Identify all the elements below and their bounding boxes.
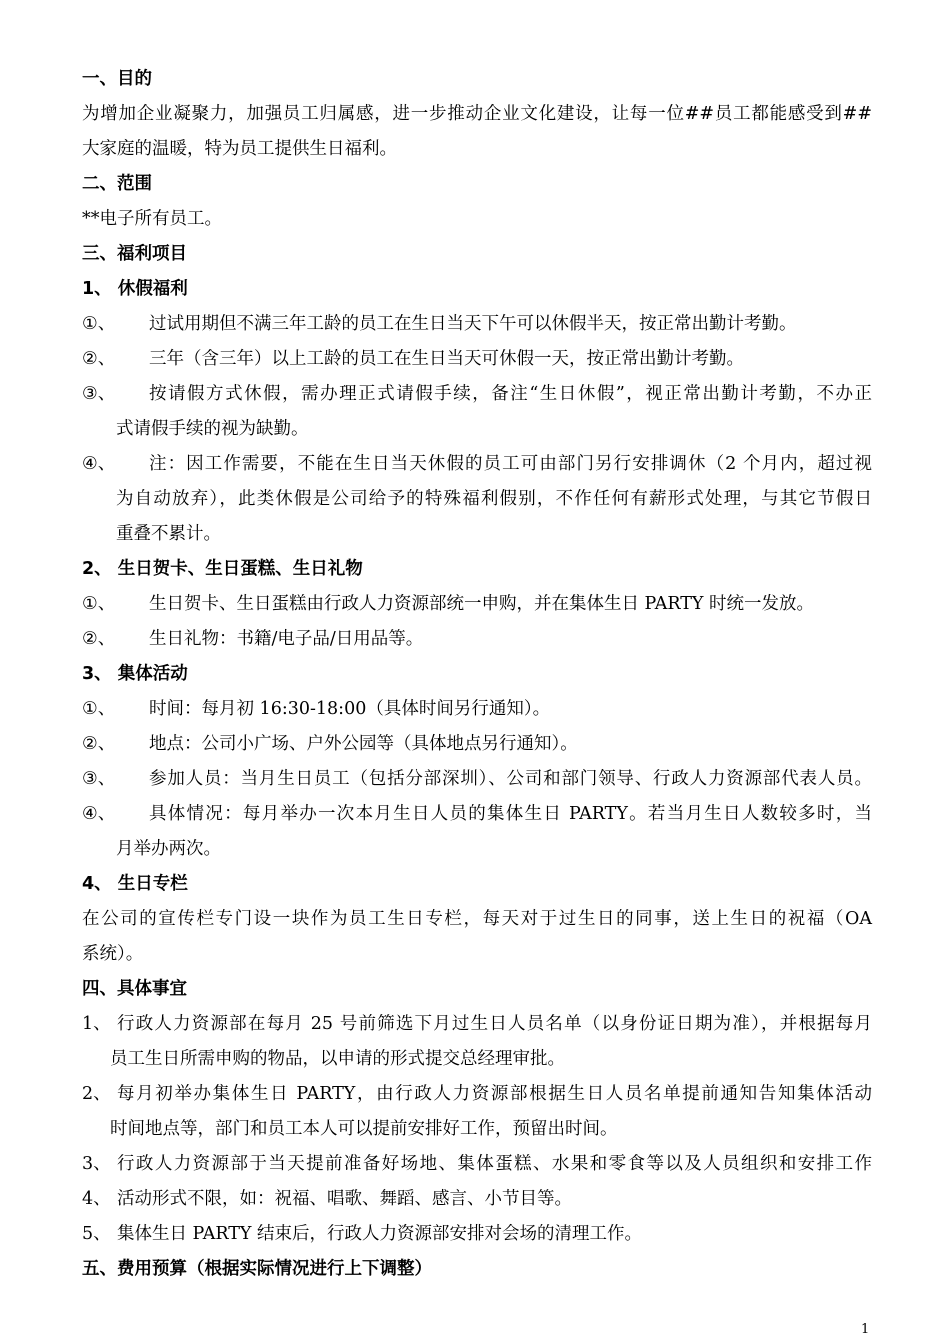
list-item-text: 注：因工作需要，不能在生日当天休假的员工可由部门另行安排调休（2 个月内，超过视 bbox=[149, 454, 872, 474]
list-number: 2、 bbox=[82, 1084, 111, 1104]
list-item-continuation: 时间地点等，部门和员工本人可以提前安排好工作，预留出时间。 bbox=[110, 1119, 618, 1139]
list-item bbox=[82, 762, 872, 797]
list-item bbox=[82, 622, 872, 657]
list-marker: ①、 bbox=[82, 594, 116, 614]
list-item-continuation: 月举办两次。 bbox=[116, 839, 221, 859]
list-number: 5、 bbox=[82, 1224, 111, 1244]
list-item-text: 每月初举办集体生日 PARTY，由行政人力资源部根据生日人员名单提前通知告知集体活动 bbox=[117, 1084, 872, 1104]
list-marker: ②、 bbox=[82, 629, 116, 649]
section-heading-details: 四、具体事宜 bbox=[82, 979, 187, 999]
list-marker: ③、 bbox=[82, 384, 116, 404]
list-item-text: 参加人员：当月生日员工（包括分部深圳）、公司和部门领导、行政人力资源部代表人员。 bbox=[149, 769, 872, 789]
subsection-heading-column: 4、 生日专栏 bbox=[82, 874, 188, 894]
subsection-heading-activity: 3、 集体活动 bbox=[82, 664, 188, 684]
document-page bbox=[82, 62, 872, 1287]
list-item bbox=[82, 1182, 872, 1217]
list-item-continuation: 为自动放弃），此类休假是公司给予的特殊福利假别，不作任何有薪形式处理，与其它节假日 bbox=[116, 489, 872, 509]
list-item bbox=[82, 587, 872, 622]
list-item bbox=[82, 307, 872, 342]
list-number: 3、 bbox=[82, 1154, 111, 1174]
list-item bbox=[82, 1147, 872, 1182]
list-item bbox=[82, 797, 872, 832]
list-marker: ②、 bbox=[82, 349, 116, 369]
list-item-continuation: 员工生日所需申购的物品，以申请的形式提交总经理审批。 bbox=[110, 1049, 565, 1069]
list-item-text: 按请假方式休假，需办理正式请假手续，备注“生日休假”，视正常出勤计考勤，不办正 bbox=[149, 384, 872, 404]
paragraph-line: **电子所有员工。 bbox=[82, 209, 222, 229]
list-marker: ④、 bbox=[82, 454, 116, 474]
list-item-text: 生日礼物：书籍/电子品/日用品等。 bbox=[149, 629, 424, 649]
list-number: 1、 bbox=[82, 1014, 111, 1034]
list-marker: ①、 bbox=[82, 314, 116, 334]
section-heading-benefits: 三、福利项目 bbox=[82, 244, 187, 264]
paragraph-line: 为增加企业凝聚力，加强员工归属感，进一步推动企业文化建设，让每一位##员工都能感受到## bbox=[82, 104, 872, 124]
list-item bbox=[82, 447, 872, 482]
page-number: 1 bbox=[861, 1322, 870, 1337]
section-heading-scope: 二、范围 bbox=[82, 174, 152, 194]
list-item bbox=[82, 1077, 872, 1112]
list-marker: ③、 bbox=[82, 769, 116, 789]
subsection-heading-gifts: 2、 生日贺卡、生日蛋糕、生日礼物 bbox=[82, 559, 363, 579]
list-item-text: 时间：每月初 16:30-18:00（具体时间另行通知）。 bbox=[149, 699, 551, 719]
list-item-text: 行政人力资源部于当天提前准备好场地、集体蛋糕、水果和零食等以及人员组织和安排工作 bbox=[117, 1154, 872, 1174]
list-item bbox=[82, 692, 872, 727]
subsection-heading-leave: 1、 休假福利 bbox=[82, 279, 188, 299]
paragraph-line: 在公司的宣传栏专门设一块作为员工生日专栏，每天对于过生日的同事，送上生日的祝福（OA bbox=[82, 909, 872, 929]
list-item-text: 地点：公司小广场、户外公园等（具体地点另行通知）。 bbox=[149, 734, 578, 754]
list-item-continuation: 式请假手续的视为缺勤。 bbox=[116, 419, 309, 439]
list-item-continuation: 重叠不累计。 bbox=[116, 524, 221, 544]
list-marker: ①、 bbox=[82, 699, 116, 719]
paragraph-line: 系统）。 bbox=[82, 944, 144, 964]
list-item-text: 集体生日 PARTY 结束后，行政人力资源部安排对会场的清理工作。 bbox=[117, 1224, 643, 1244]
list-item-text: 三年（含三年）以上工龄的员工在生日当天可休假一天，按正常出勤计考勤。 bbox=[149, 349, 744, 369]
list-item bbox=[82, 1007, 872, 1042]
list-item-text: 生日贺卡、生日蛋糕由行政人力资源部统一申购，并在集体生日 PARTY 时统一发放。 bbox=[149, 594, 815, 614]
list-item-text: 过试用期但不满三年工龄的员工在生日当天下午可以休假半天，按正常出勤计考勤。 bbox=[149, 314, 797, 334]
list-item-text: 活动形式不限，如：祝福、唱歌、舞蹈、感言、小节目等。 bbox=[117, 1189, 572, 1209]
list-marker: ②、 bbox=[82, 734, 116, 754]
section-heading-purpose: 一、目的 bbox=[82, 69, 152, 89]
list-item bbox=[82, 342, 872, 377]
list-marker: ④、 bbox=[82, 804, 116, 824]
list-item bbox=[82, 377, 872, 412]
paragraph-line: 大家庭的温暖，特为员工提供生日福利。 bbox=[82, 139, 397, 159]
list-item bbox=[82, 727, 872, 762]
list-item bbox=[82, 1217, 872, 1252]
list-item-text: 行政人力资源部在每月 25 号前筛选下月过生日人员名单（以身份证日期为准），并根据每月 bbox=[117, 1014, 872, 1034]
list-item-text: 具体情况：每月举办一次本月生日人员的集体生日 PARTY。若当月生日人数较多时，当 bbox=[149, 804, 872, 824]
section-heading-budget: 五、费用预算（根据实际情况进行上下调整） bbox=[82, 1259, 432, 1279]
list-number: 4、 bbox=[82, 1189, 111, 1209]
